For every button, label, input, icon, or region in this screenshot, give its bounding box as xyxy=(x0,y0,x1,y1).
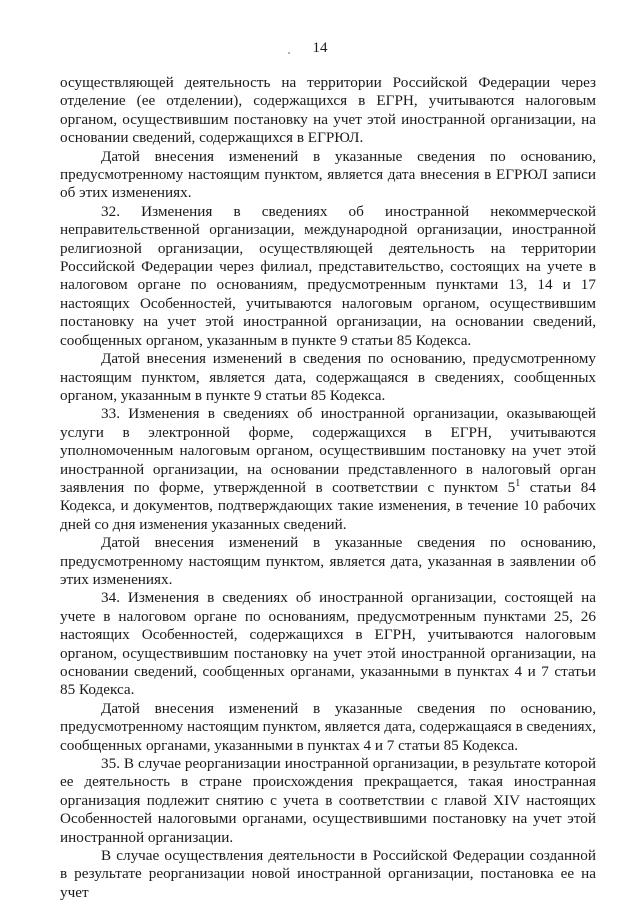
paragraph-continuation: осуществляющей деятельность на территории Российской Федерации через отделение (ее отделении), содержащихся в ЕГРН, учитываются налоговым органом, осуществившим постановку на учет этой иностранной организации, на основании сведений, содержащихся в ЕГРЮЛ. xyxy=(60,74,596,147)
paragraph-35-continuation: В случае осуществления деятельности в Российской Федерации созданной в результате реорганизации новой иностранной организации, постановка ее на учет xyxy=(60,847,596,901)
paragraph-33 xyxy=(60,405,596,534)
paragraph-31-date-clause: Датой внесения изменений в указанные сведения по основанию, предусмотренному настоящим пунктом, является дата внесения в ЕГРЮЛ записи об этих изменениях. xyxy=(60,147,596,202)
paragraph-33-date-clause: Датой внесения изменений в указанные сведения по основанию, предусмотренному настоящим пунктом, является дата, указанная в заявлении об этих изменениях. xyxy=(60,534,596,588)
scan-speck xyxy=(288,52,290,54)
paragraph-34: 34. Изменения в сведениях об иностранной организации, состоящей на учете в налоговом органе по основаниям, предусмотренным пунктами 25, 26 настоящих Особенностей, содержащихся в ЕГРН, учитываются налоговым органом, осуществившим постановку на учет этой иностранной организации, на основании сведений, сообщенных органами, указанными в пунктах 4 и 7 статьи 85 Кодекса. xyxy=(60,589,596,699)
paragraph-35: 35. В случае реорганизации иностранной организации, в результате которой ее деятельность в стране происхождения прекращается, такая иностранная организация подлежит снятию с учета в соответствии с главой XIV настоящих Особенностей налоговыми органами, осуществившими постановку на учет этой иностранной организации. xyxy=(60,755,596,846)
document-body xyxy=(60,74,596,902)
paragraph-33-text-end: статьи 84 Кодекса, и документов, подтверждающих такие изменения, в течение 10 рабочих дней со дня изменения указанных сведений. xyxy=(60,478,596,533)
superscript-1: 1 xyxy=(515,477,521,489)
paragraph-32-date-clause: Датой внесения изменений в сведения по основанию, предусмотренному настоящим пунктом, является дата, содержащаяся в сведениях, сообщенных органом, указанным в пункте 9 статьи 85 Кодекса. xyxy=(60,350,596,404)
paragraph-33-text-start: 33. Изменения в сведениях об иностранной организации, оказывающей услуги в электронной форме, содержащихся в ЕГРН, учитываются уполномоченным налоговым органом, осуществившим постановку на учет этой иностранной организации, на основании представленного в налоговый орган заявления по форме, утвержденной в соответствии с пунктом 5 xyxy=(60,405,596,496)
paragraph-34-date-clause: Датой внесения изменений в указанные сведения по основанию, предусмотренному настоящим пунктом, является дата, содержащаяся в сведениях, сообщенных органами, указанными в пунктах 4 и 7 статьи 85 Кодекса. xyxy=(60,699,596,754)
paragraph-32: 32. Изменения в сведениях об иностранной некоммерческой неправительственной организации, международной организации, иностранной религиозной организации, осуществляющей деятельность на территории Российской Федерации через филиал, представительство, состоящих на учете в налоговом органе по основаниям, предусмотренным пунктами 13, 14 и 17 настоящих Особенностей, учитываются налоговым органом, осуществившим постановку на учет этой иностранной организации, на основании сведений, сообщенных органом, указанным в пункте 9 статьи 85 Кодекса. xyxy=(60,202,596,349)
page-number: 14 xyxy=(312,40,328,56)
